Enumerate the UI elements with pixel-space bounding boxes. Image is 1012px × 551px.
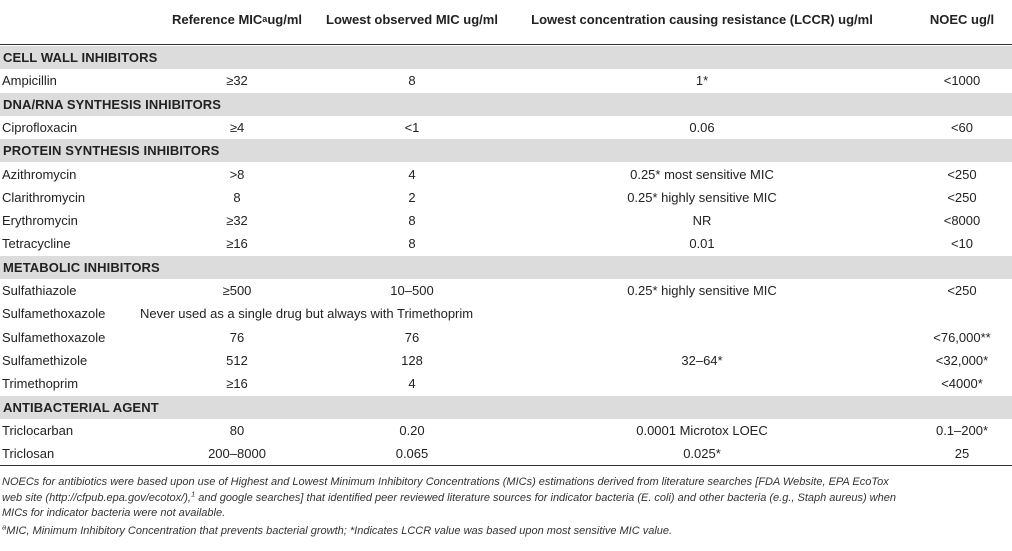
cell-spanning-note: Never used as a single drug but always with Trimethoprim [140,306,474,322]
header-noec: NOEC ug/l [929,11,995,27]
header-reference-mic: Reference MIC a ug/ml [171,11,303,27]
table-row [0,419,1012,442]
cell-drug-name: Sulfathiazole [2,283,77,298]
cell-lccr: 0.25* highly sensitive MIC [627,189,777,205]
header-lccr: Lowest concentration causing resistance (LCCR) ug/ml [531,11,873,27]
cell-lccr: 0.25* highly sensitive MIC [627,283,777,298]
table-header-row [0,6,1012,32]
cell-reference-mic: 512 [226,352,248,368]
cell-reference-mic: ≥16 [226,236,248,252]
cell-lowest-mic: 0.065 [395,446,429,462]
section-header-row [0,46,1012,69]
cell-noec: <250 [947,166,977,182]
cell-reference-mic: ≥32 [226,213,248,229]
table-row [0,302,1012,325]
table-row [0,442,1012,465]
table-row [0,186,1012,209]
cell-noec: <4000* [941,376,983,392]
cell-lccr [502,326,902,349]
cell-noec: <32,000* [935,352,989,368]
cell-drug-name: Sulfamethoxazole [2,306,106,322]
cell-lccr: 32–64* [681,352,723,368]
header-reference-mic-unit: ug/ml [267,11,303,27]
table-row [0,69,1012,92]
cell-drug-name: Azithromycin [2,166,77,182]
cell-noec: <76,000** [933,329,991,345]
cell-lowest-mic: 4 [408,376,416,392]
table-row [0,232,1012,255]
cell-reference-mic: 80 [229,422,245,438]
cell-lowest-mic: 8 [408,213,416,229]
cell-lowest-mic: 8 [408,73,416,89]
cell-drug-name: Triclocarban [2,422,74,438]
cell-drug-name: Trimethoprim [2,376,79,392]
footnote-line-2 [2,488,1008,507]
cell-noec: <60 [950,119,974,135]
section-title: ANTIBACTERIAL AGENT [3,399,159,415]
section-title: DNA/RNA SYNTHESIS INHIBITORS [3,96,222,112]
cell-noec: <250 [947,283,977,298]
footnote-mic-text: MIC, Minimum Inhibitory Concentration that prevents bacterial growth; *Indicates LCCR value was based upon most sensitive MIC value. [6,525,673,537]
table-row [0,163,1012,186]
section-header-row [0,139,1012,162]
cell-noec: <250 [947,189,977,205]
table-row [0,349,1012,372]
cell-drug-name: Sulfamethizole [2,352,88,368]
cell-reference-mic: ≥500 [222,283,252,298]
cell-lowest-mic: 76 [404,329,420,345]
cell-lccr: 0.25* most sensitive MIC [630,166,774,182]
cell-lowest-mic: 2 [408,189,416,205]
cell-drug-name: Ciprofloxacin [2,119,78,135]
footnote-line-1: NOECs for antibiotics were based upon use of Highest and Lowest Minimum Inhibitory Concentrations (MICs) estimations derived from literature searches [FDA Website, EPA EcoTox [2,476,889,488]
footnote-a-marker: a [2,522,7,532]
cell-lccr: 0.01 [689,236,715,252]
section-header-row [0,396,1012,419]
footnote-epa-link-text: web site (http://cfpub.epa.gov/ecotox/), [2,491,191,504]
footer-rule [0,465,1012,466]
cell-lowest-mic: 128 [401,352,423,368]
footnote-noec-basis [2,475,1008,522]
cell-lowest-mic: <1 [404,119,420,135]
section-title: CELL WALL INHIBITORS [3,50,158,65]
cell-reference-mic: 76 [229,329,245,345]
cell-drug-name: Tetracycline [2,236,71,252]
cell-noec: <1000 [943,73,981,89]
table-row [0,209,1012,232]
footnote-line-3: MICs for indicator bacteria were not available. [2,507,226,520]
cell-reference-mic: >8 [229,166,245,182]
cell-lccr: 1* [695,73,709,89]
section-header-row [0,256,1012,279]
cell-lowest-mic: 4 [408,166,416,182]
header-lowest-observed-mic: Lowest observed MIC ug/ml [326,11,498,27]
section-header-row [0,93,1012,116]
table-row [0,279,1012,302]
footnote-line-2-rest: and google searches] that identified peer reviewed literature sources for indicator bacteria (E. coli) and other bacteria (e.g., Staph aureus) when [195,491,896,504]
cell-drug-name: Erythromycin [2,213,78,229]
cell-drug-name: Clarithromycin [2,189,86,205]
cell-noec: <8000 [943,213,981,229]
cell-lccr: 0.0001 Microtox LOEC [636,422,768,438]
cell-lowest-mic: 10–500 [390,283,434,298]
cell-reference-mic: ≥4 [229,119,245,135]
cell-lowest-mic: 0.20 [399,422,425,438]
cell-drug-name: Ampicillin [2,73,57,89]
cell-reference-mic: ≥32 [226,73,248,89]
section-title: METABOLIC INHIBITORS [3,259,160,275]
cell-noec: 25 [954,446,970,462]
cell-lowest-mic: 8 [408,236,416,252]
cell-drug-name: Sulfamethoxazole [2,329,106,345]
cell-lccr: NR [692,213,712,229]
footnote-mic-definition [2,524,1008,540]
header-rule [0,44,1012,45]
table-row [0,372,1012,395]
cell-noec: <10 [950,236,974,252]
footnote-ref-1: 1 [190,488,196,498]
section-title: PROTEIN SYNTHESIS INHIBITORS [3,143,220,159]
cell-reference-mic: ≥16 [226,376,248,392]
cell-drug-name: Triclosan [2,446,55,462]
cell-reference-mic: 8 [233,189,241,205]
header-drug-column [2,6,152,32]
cell-noec: 0.1–200* [935,422,989,438]
table-row [0,326,1012,349]
table-row [0,116,1012,139]
cell-lccr [502,372,902,395]
cell-reference-mic: 200–8000 [208,446,266,462]
header-reference-mic-label: Reference MIC [171,11,263,27]
cell-lccr: 0.025* [683,446,721,462]
cell-lccr: 0.06 [689,119,715,135]
